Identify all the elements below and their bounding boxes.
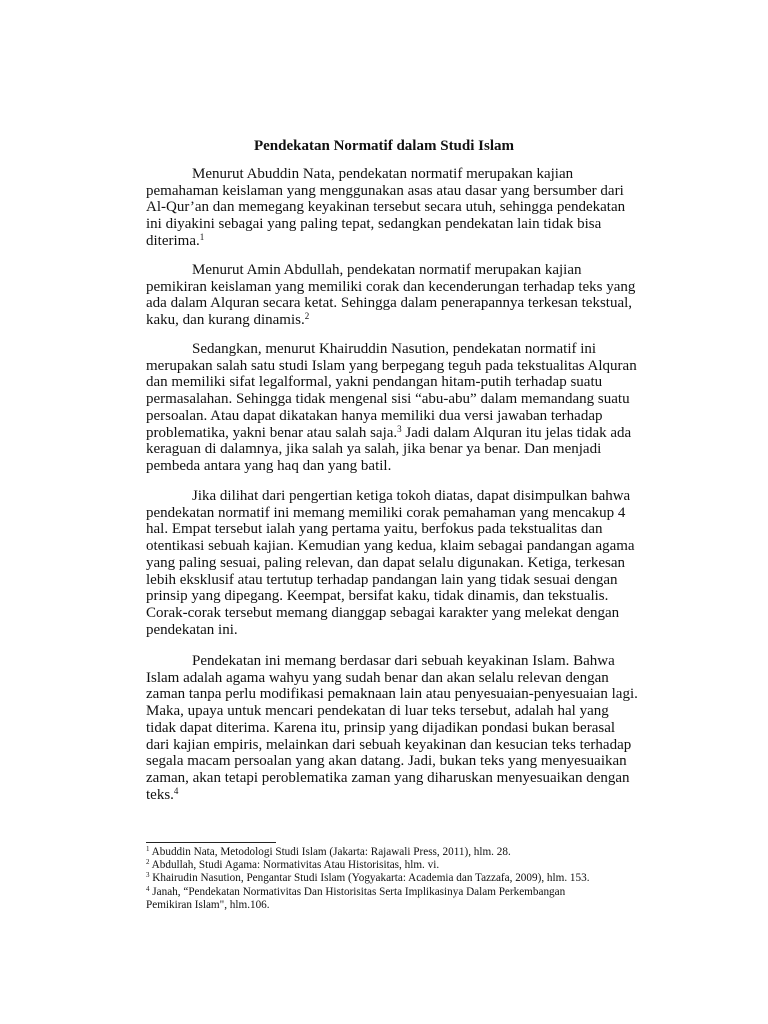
paragraph-line: Islam adalah agama wahyu yang sudah benar dan akan selalu relevan dengan [146, 669, 609, 686]
footnote-line: Pemikiran Islam", hlm.106. [146, 898, 270, 911]
footnote-line [146, 886, 666, 899]
paragraph-4 [146, 488, 658, 638]
footnote-number: 1 [146, 845, 150, 853]
paragraph-line: lebih eksklusif atau tertutup terhadap pandangan lain yang tidak sesuai dengan [146, 571, 618, 588]
footnote-2 [146, 859, 666, 872]
footnote-ref-2[interactable]: 2 [304, 311, 310, 322]
paragraph-line: zaman tanpa perlu modifikasi pemaknaan lain atau penyesuaian-penyesuaian lagi. [146, 686, 638, 703]
page-title: Pendekatan Normatif dalam Studi Islam [253, 138, 515, 154]
paragraph-line [146, 233, 658, 250]
footnote-text: Abdullah, Studi Agama: Normativitas Atau Historisitas, hlm. vi. [149, 859, 440, 872]
paragraph-text: Jadi dalam Alquran itu jelas tidak ada [401, 424, 632, 441]
paragraph-text: kaku, dan kurang dinamis. [146, 312, 305, 329]
footnote-ref-1[interactable]: 1 [199, 231, 205, 242]
paragraph-line: Corak-corak tersebut memang dianggap sebagai karakter yang melekat dengan [146, 604, 620, 621]
footnote-number: 3 [146, 871, 150, 880]
paragraph-line: Menurut Amin Abdullah, pendekatan normatif merupakan kajian [192, 262, 582, 278]
paragraph-line: Jika dilihat dari pengertian ketiga tokoh diatas, dapat disimpulkan bahwa [192, 488, 631, 504]
paragraph-line: dan memiliki sifat legalformal, yakni pendangan hitam-putih terhadap suatu [146, 374, 603, 391]
footnote-number: 2 [146, 858, 150, 867]
paragraph-text: diterima. [146, 232, 200, 249]
paragraph-line: dari kajian empiris, melainkan dari sebuah keyakinan dan kesucian teks terhadap [146, 736, 632, 753]
paragraph-line: keraguan di dalamnya, jika salah ya salah, jika benar ya benar. Dan menjadi [146, 441, 602, 458]
footnote-text: Abuddin Nata, Metodologi Studi Islam (Jakarta: Rajawali Press, 2011), hlm. 28. [149, 846, 511, 858]
paragraph-text: problematika, yakni benar atau salah saja. [146, 424, 398, 441]
paragraph-line: Pendekatan ini memang berdasar dari sebuah keyakinan Islam. Bahwa [192, 653, 615, 669]
footnote-line [146, 872, 666, 885]
paragraph-line: permasalahan. Sehingga tidak mengenal sisi “abu-abu” dalam memandang suatu [146, 391, 630, 408]
footnote-line [146, 859, 666, 872]
paragraph-line: Maka, upaya untuk mencari pendekatan di luar teks tersebut, adalah hal yang [146, 703, 609, 720]
paragraph-line: segala macam persoalan yang akan datang. Jadi, bukan teks yang menyesuaikan [146, 753, 627, 770]
paragraph-1 [146, 166, 658, 250]
paragraph-line: prinsip yang dipegang. Keempat, bersifat kaku, tidak dinamis, dan tekstualis. [146, 588, 609, 605]
paragraph-line: pemahaman keislaman yang menggunakan asas atau dasar yang bersumber dari [146, 182, 624, 199]
paragraph-2 [146, 262, 658, 329]
footnote-ref-3[interactable]: 3 [397, 423, 402, 434]
paragraph-line: tidak dapat diterima. Karena itu, prinsip yang dijadikan pondasi bukan berasal [146, 719, 616, 736]
footnote-line [146, 846, 666, 859]
paragraph-line: pemikiran keislaman yang memiliki corak dan kecenderungan terhadap teks yang [146, 278, 636, 295]
footnote-text: Janah, “Pendekatan Normativitas Dan Historisitas Serta Implikasinya Dalam Perkembangan [149, 885, 566, 898]
paragraph-line: ada dalam Alquran secara ketat. Sehingga dalam penerapannya terkesan tekstual, [146, 295, 633, 312]
footnote-ref-4[interactable]: 4 [173, 785, 179, 796]
paragraph-line [146, 425, 658, 442]
paragraph-5 [146, 653, 658, 803]
paragraph-line: persoalan. Atau dapat dikatakan hanya memiliki dua versi jawaban terhadap [146, 407, 603, 424]
paragraph-line: merupakan salah satu studi Islam yang berpegang teguh pada tekstualitas Alquran [146, 357, 637, 374]
paragraph-line: pembeda antara yang haq dan yang batil. [146, 457, 392, 474]
footnote-number: 4 [146, 884, 150, 893]
paragraph-line: ini diyakini sebagai yang paling tepat, sedangkan pendekatan lain tidak bisa [146, 216, 602, 233]
paragraph-line: pendekatan normatif ini memang memiliki corak pemahaman yang mencakup 4 [146, 504, 626, 521]
footnote-separator [146, 842, 276, 843]
footnote-text: Khairudin Nasution, Pengantar Studi Islam (Yogyakarta: Academia dan Tazzafa, 2009), hlm. 153. [149, 872, 590, 885]
footnote-3 [146, 872, 666, 885]
paragraph-line: yang paling sesuai, paling relevan, dan dapat selalu digunakan. Ketiga, terkesan [146, 554, 626, 571]
paragraph-text: teks. [146, 786, 174, 803]
paragraph-line: otentikasi sebuah kajian. Kemudian yang kedua, klaim sebagai pandangan agama [146, 538, 635, 555]
paragraph-3 [146, 341, 658, 475]
paragraph-line: Sedangkan, menurut Khairuddin Nasution, pendekatan normatif ini [192, 341, 597, 357]
paragraph-line: zaman, akan tetapi peroblematika zaman yang diharuskan menyesuaikan dengan [146, 769, 630, 786]
footnote-4 [146, 886, 666, 912]
footnote-1 [146, 846, 666, 859]
paragraph-line [146, 787, 658, 804]
footnotes [146, 846, 666, 912]
paragraph-line: hal. Empat tersebut ialah yang pertama yaitu, berfokus pada tekstualitas dan [146, 521, 603, 538]
paragraph-line: Al-Qur’an dan memegang keyakinan tersebut secara utuh, sehingga pendekatan [146, 199, 626, 216]
paragraph-line: pendekatan ini. [146, 621, 238, 638]
paragraph-line: Menurut Abuddin Nata, pendekatan normatif merupakan kajian [192, 166, 574, 182]
paragraph-line [146, 312, 658, 329]
